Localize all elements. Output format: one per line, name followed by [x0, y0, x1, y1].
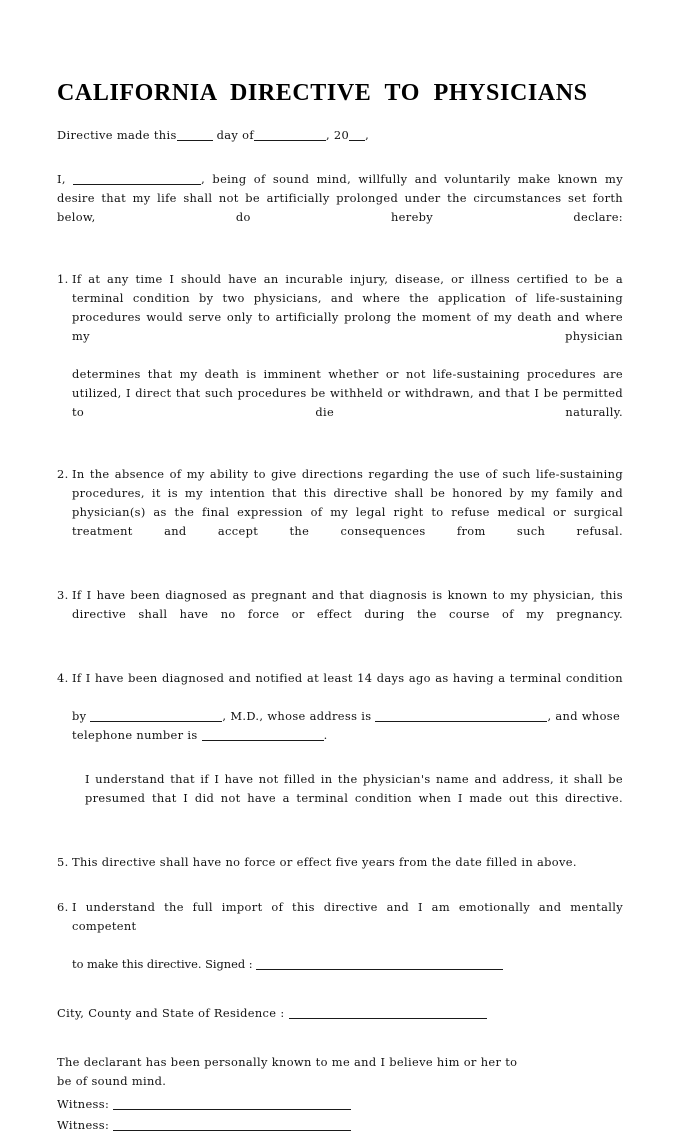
list-item-4-tail: .: [323, 728, 328, 742]
list-item-1: [57, 270, 623, 365]
date-line-prefix: Directive made this: [57, 128, 177, 142]
list-item-4-physician-line: [72, 707, 623, 726]
year-blank[interactable]: [349, 129, 365, 141]
intro-body: , being of sound mind, willfully and voluntarily make known my desire that my life shall not be artificially prolonged under the circumstances set forth below, do hereby declare:: [57, 172, 623, 224]
witness-signature-blank-1[interactable]: [113, 1098, 351, 1110]
list-item-6-text: I understand the full import of this directive and I am emotionally and mentally competent: [72, 900, 623, 933]
declarant-statement-line-2: be of sound mind.: [57, 1074, 167, 1088]
document-body: [57, 126, 623, 1135]
date-line-day-of: day of: [216, 128, 254, 142]
date-line-suffix: ,: [365, 128, 370, 142]
list-item-3-text: If I have been diagnosed as pregnant and that diagnosis is known to my physician, this directive shall have no force or effect during the course of my pregnancy.: [72, 588, 623, 621]
witness-signature-blank-2[interactable]: [113, 1119, 351, 1131]
list-item-5-text: This directive shall have no force or effect five years from the date filled in above.: [72, 855, 577, 869]
city-county-state-label: City, County and State of Residence :: [57, 1006, 285, 1020]
list-item-1-text: If at any time I should have an incurable injury, disease, or illness certified to be a terminal condition by two physicians, and where the application of life-sustaining procedures would serve only to artificially prolong the moment of my death and where my physician: [72, 272, 623, 343]
understanding-paragraph: [57, 770, 623, 827]
declarant-statement-line-1: The declarant has been personally known to me and I believe him or her to: [57, 1055, 518, 1069]
list-item-4-telephone-line: [72, 726, 623, 745]
list-item-4-number: 4.: [57, 671, 69, 685]
witness-line-1: [57, 1095, 623, 1114]
list-item-4-telephone-label: telephone number is: [72, 728, 198, 742]
intro-prefix: I,: [57, 172, 66, 186]
telephone-number-blank[interactable]: [202, 729, 324, 741]
list-item-4-and-whose: , and whose: [547, 709, 621, 723]
list-item-5-number: 5.: [57, 855, 69, 869]
list-item-2-text: In the absence of my ability to give directions regarding the use of such life-sustaining procedures, it is my intention that this directive shall be honored by my family and physician(s) as the final expression of my legal right to refuse medical or surgical treatment and accept the consequences from such refusal.: [72, 467, 623, 538]
list-item-4: [57, 669, 623, 745]
list-item-4-lead: If I have been diagnosed and notified at least 14 days ago as having a terminal condition: [72, 671, 623, 685]
understanding-paragraph-text: I understand that if I have not filled in the physician's name and address, it shall be presumed that I did not have a terminal condition when I made out this directive.: [85, 772, 623, 805]
page-title: CALIFORNIA DIRECTIVE TO PHYSICIANS: [57, 80, 588, 106]
month-blank[interactable]: [254, 129, 326, 141]
list-item-1-number: 1.: [57, 272, 69, 286]
signature-blank[interactable]: [256, 958, 503, 970]
list-item-1-continuation-text: determines that my death is imminent whether or not life-sustaining procedures are utilized, I direct that such procedures be withheld or withdrawn, and that I be permitted to die naturally.: [72, 367, 623, 419]
list-item-6-number: 6.: [57, 900, 69, 914]
physician-name-blank[interactable]: [90, 710, 222, 722]
list-item-1-continuation: [57, 365, 623, 441]
list-item-4-by-label: by: [72, 709, 87, 723]
witness-line-2: [57, 1116, 623, 1135]
city-county-state-line: [57, 1004, 623, 1023]
list-item-2-number: 2.: [57, 467, 69, 481]
witness-label-1: Witness:: [57, 1097, 110, 1111]
list-item-2: [57, 465, 623, 560]
list-item-5: [57, 853, 623, 872]
date-line-year-prefix: , 20: [325, 128, 350, 142]
physician-address-blank[interactable]: [375, 710, 547, 722]
signature-line: [72, 955, 623, 974]
witness-label-2: Witness:: [57, 1118, 110, 1132]
signed-label: to make this directive. Signed :: [72, 957, 253, 971]
day-blank[interactable]: [177, 129, 213, 141]
list-item-4-md-label: , M.D., whose address is: [222, 709, 372, 723]
date-line: [57, 126, 623, 145]
list-item-3-number: 3.: [57, 588, 69, 602]
declarant-name-blank[interactable]: [73, 173, 201, 185]
list-item-3: [57, 586, 623, 643]
intro-paragraph: [57, 170, 623, 246]
list-item-6: [57, 898, 623, 974]
city-county-state-blank[interactable]: [289, 1007, 487, 1019]
